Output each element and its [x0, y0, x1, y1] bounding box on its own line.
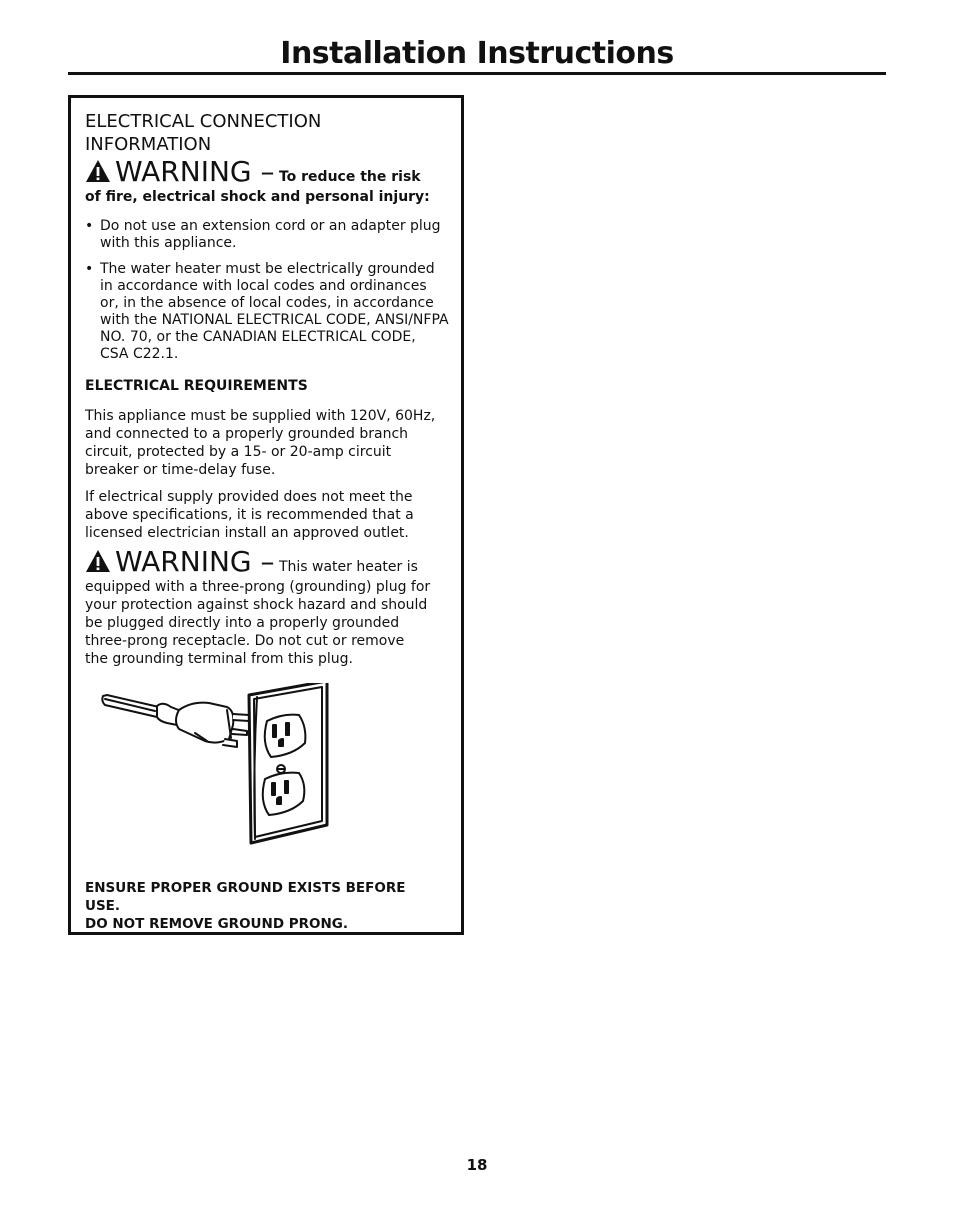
warning-bullet-list: [85, 218, 450, 372]
warning-triangle-icon: [85, 159, 111, 188]
warning-block-2: WARNING – This water heater is equipped with a three-prong (grounding) plug for your protection against shock hazard and should be plugged directly into a properly grounded three-prong receptacle. Do not cut or remove the grounding terminal from this plug.: [85, 545, 431, 667]
warning-triangle-icon: [85, 549, 111, 578]
requirements-heading: ELECTRICAL REQUIREMENTS: [85, 378, 308, 394]
requirements-paragraph-2: If electrical supply provided does not meet the above specifications, it is recommended that a licensed electrician install an approved outlet.: [85, 489, 414, 541]
warning-lead: This water heater is: [278, 559, 418, 575]
requirements-paragraph-1: This appliance must be supplied with 120V, 60Hz, and connected to a properly grounded branch circuit, protected by a 15- or 20-amp circuit breaker or time-delay fuse.: [85, 408, 436, 478]
warning-label: WARNING –: [115, 545, 275, 578]
page-title: Installation Instructions: [280, 36, 674, 71]
warning-lead: To reduce the risk: [278, 169, 421, 185]
three-prong-plug-icon: [97, 683, 337, 853]
warning-lead-continued: of fire, electrical shock and personal injury:: [85, 189, 430, 205]
ground-notice: ENSURE PROPER GROUND EXISTS BEFORE USE. DO NOT REMOVE GROUND PRONG.: [85, 880, 406, 932]
title-divider: [68, 72, 886, 75]
section-heading-line-1: ELECTRICAL CONNECTION: [85, 111, 322, 132]
warning-block-1: [85, 155, 447, 206]
plug-and-outlet-illustration: [97, 683, 337, 857]
section-heading: [85, 110, 425, 156]
electrical-info-box: [68, 95, 464, 935]
bullet-extension-cord: • Do not use an extension cord or an adapter plug with this appliance.: [85, 218, 450, 252]
page-number: 18: [466, 1156, 488, 1174]
section-heading-line-2: INFORMATION: [85, 134, 212, 155]
bullet-grounding: • The water heater must be electrically grounded in accordance with local codes and ordinances or, in the absence of local codes, in accordance with the NATIONAL ELECTRICAL CODE, ANSI/NFPA NO. 70, or the CANADIAN ELECTRICAL CODE, CSA C22.1.: [85, 261, 450, 363]
warning-label: WARNING –: [115, 155, 275, 188]
